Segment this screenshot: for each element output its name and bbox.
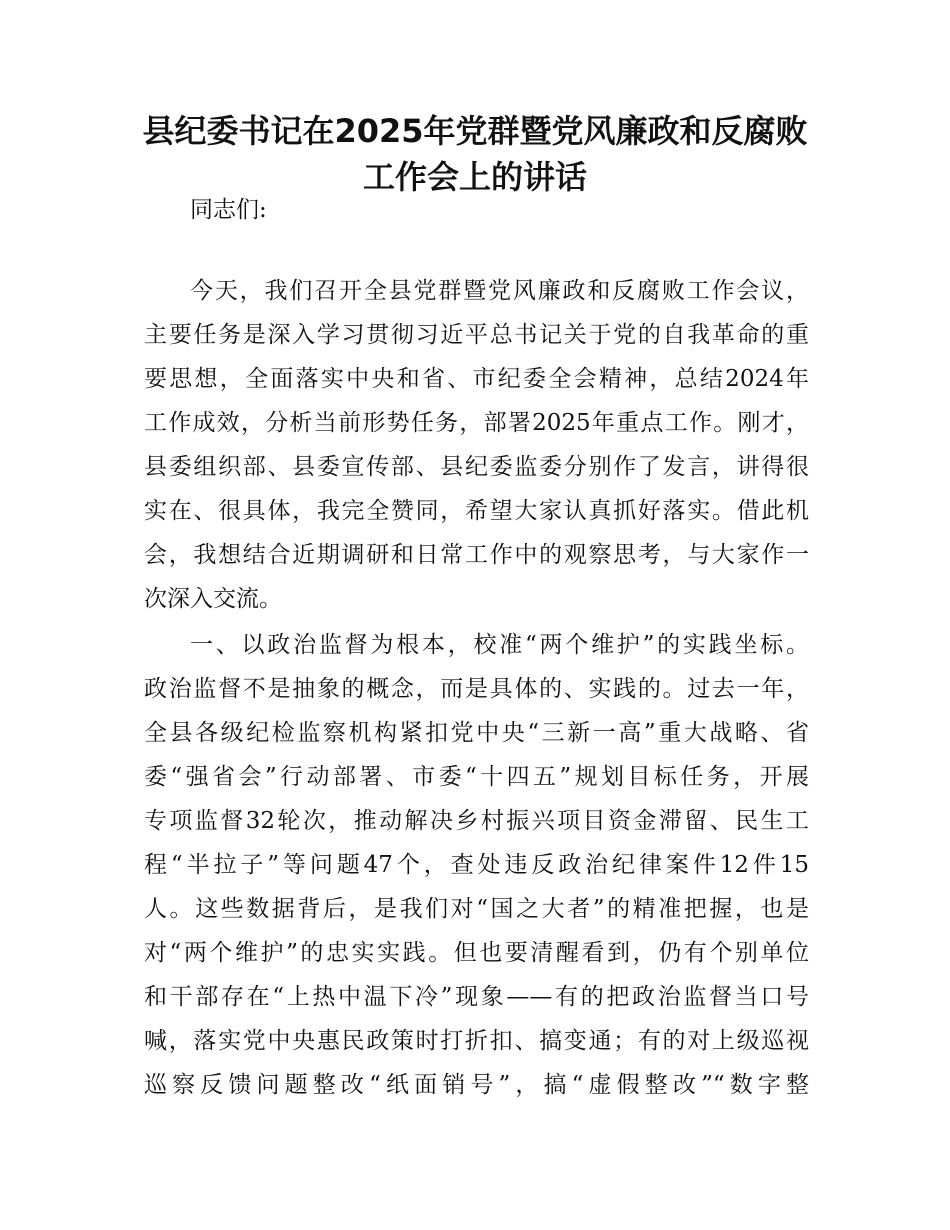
paragraph-2-line: 喊，落实党中央惠民政策时打折扣、搞变通；有的对上级巡视 [144,1028,809,1054]
title-line-1: 县纪委书记在2025年党群暨党风廉政和反腐败 [142,112,808,150]
paragraph-2-line: 和干部存在“上热中温下冷”现象——有的把政治监督当口号 [144,984,809,1010]
greeting: 同志们: [190,197,267,223]
paragraph-1-line: 主要任务是深入学习贯彻习近平总书记关于党的自我革命的重 [144,322,809,348]
paragraph-2-line: 一、以政治监督为根本，校准“两个维护”的实践坐标。 [190,632,809,658]
paragraph-1-line: 工作成效，分析当前形势任务，部署2025年重点工作。刚才， [144,410,809,436]
paragraph-2-line: 人。这些数据背后，是我们对“国之大者”的精准把握，也是 [144,896,809,922]
paragraph-1-line: 次深入交流。 [144,586,282,612]
title-line-2: 工作会上的讲话 [362,158,587,196]
paragraph-2-line: 委“强省会”行动部署、市委“十四五”规划目标任务，开展 [144,764,809,790]
paragraph-2-line: 专项监督32轮次，推动解决乡村振兴项目资金滞留、民生工 [144,808,809,834]
paragraph-1-line: 县委组织部、县委宣传部、县纪委监委分别作了发言，讲得很 [144,454,809,480]
paragraph-1-line: 今天，我们召开全县党群暨党风廉政和反腐败工作会议， [190,278,809,304]
paragraph-2-line: 政治监督不是抽象的概念，而是具体的、实践的。过去一年， [144,676,809,702]
paragraph-1-line: 会，我想结合近期调研和日常工作中的观察思考，与大家作一 [144,542,809,568]
paragraph-2-line: 对“两个维护”的忠实实践。但也要清醒看到，仍有个别单位 [144,940,809,966]
paragraph-2-line: 程“半拉子”等问题47个，查处违反政治纪律案件12件15 [144,852,809,878]
paragraph-1-line: 实在、很具体，我完全赞同，希望大家认真抓好落实。借此机 [144,498,809,524]
paragraph-1-line: 要思想，全面落实中央和省、市纪委全会精神，总结2024年 [144,366,809,392]
document-title [100,108,850,200]
paragraph-2-line: 全县各级纪检监察机构紧扣党中央“三新一高”重大战略、省 [144,720,809,746]
paragraph-2-line: 巡察反馈问题整改“纸面销号”，搞“虚假整改”“数字整 [144,1072,809,1098]
